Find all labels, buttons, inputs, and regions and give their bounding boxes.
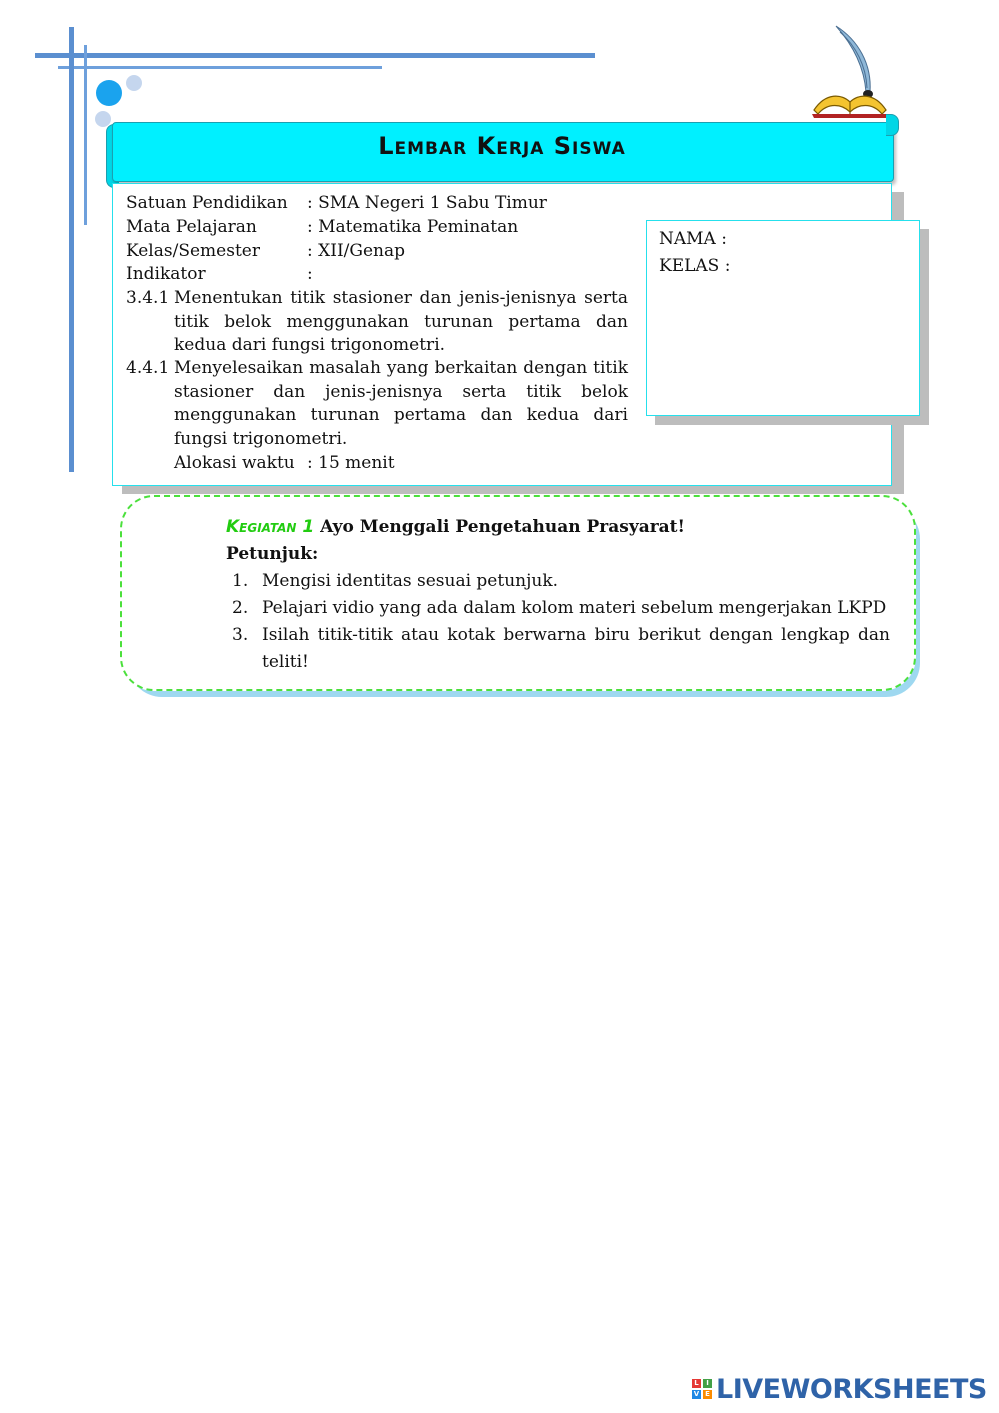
info-value: : Matematika Peminatan <box>307 217 519 237</box>
page-title: Lembar Kerja Siswa <box>378 132 626 160</box>
indicator-item <box>126 287 628 358</box>
list-item <box>226 622 890 676</box>
logo-tile: I <box>703 1379 712 1388</box>
logo-tile: E <box>703 1390 712 1399</box>
logo-tile: L <box>692 1379 701 1388</box>
student-name-label: NAMA : <box>659 229 727 249</box>
info-row-school <box>126 192 547 216</box>
logo-tiles <box>692 1379 712 1399</box>
student-class-label: KELAS : <box>659 256 731 276</box>
logo-tile: V <box>693 1390 700 1398</box>
step-text: Mengisi identitas sesuai petunjuk. <box>262 571 559 591</box>
time-label: Alokasi waktu <box>174 453 295 473</box>
activity-badge: Kegiatan 1 <box>226 517 315 537</box>
info-label: Mata Pelajaran <box>126 217 257 237</box>
info-value: : XII/Genap <box>307 241 405 261</box>
decor-dot-small <box>126 75 142 91</box>
step-number: 1. <box>232 571 249 591</box>
info-value: : <box>307 264 313 284</box>
decor-line-top <box>35 53 595 58</box>
decor-line-left-inner <box>84 45 87 225</box>
quill-book-icon <box>806 22 892 122</box>
instruction-list <box>226 568 890 676</box>
indicator-number: 3.4.1 <box>126 288 170 308</box>
info-label: Kelas/Semester <box>126 241 260 261</box>
time-value: : 15 menit <box>307 453 395 473</box>
info-label: Satuan Pendidikan <box>126 193 288 213</box>
time-allocation <box>174 452 395 476</box>
activity-title: Ayo Menggali Pengetahuan Prasyarat! <box>320 517 686 537</box>
liveworksheets-logo[interactable] <box>692 1373 987 1405</box>
info-value: : SMA Negeri 1 Sabu Timur <box>307 193 547 213</box>
indicator-number: 4.4.1 <box>126 358 170 378</box>
step-number: 2. <box>232 598 249 618</box>
step-text: Isilah titik-titik atau kotak berwarna biru berikut dengan lengkap dan teliti! <box>262 625 890 672</box>
indicator-item <box>126 357 628 451</box>
decor-dot-large <box>96 80 122 106</box>
step-text: Pelajari vidio yang ada dalam kolom materi sebelum mengerjakan LKPD <box>262 598 887 618</box>
decor-line-left <box>69 27 74 472</box>
step-number: 3. <box>232 625 249 645</box>
info-row-subject <box>126 216 518 240</box>
indicator-text: Menentukan titik stasioner dan jenis-jenisnya serta titik belok menggunakan turunan pertama dan kedua dari fungsi trigonometri. <box>174 288 628 355</box>
decor-line-top-inner <box>58 66 382 69</box>
indicator-text: Menyelesaikan masalah yang berkaitan dengan titik stasioner dan jenis-jenisnya serta titik belok menggunakan turunan pertama dan kedua dari fungsi trigonometri. <box>174 358 628 449</box>
list-item <box>226 595 890 622</box>
logo-text: LIVEWORKSHEETS <box>716 1373 987 1405</box>
info-row-class <box>126 240 405 264</box>
activity-heading <box>226 514 685 540</box>
info-row-indicator <box>126 263 313 287</box>
list-item <box>226 568 890 595</box>
instructions-label: Petunjuk: <box>226 544 319 564</box>
info-label: Indikator <box>126 264 206 284</box>
